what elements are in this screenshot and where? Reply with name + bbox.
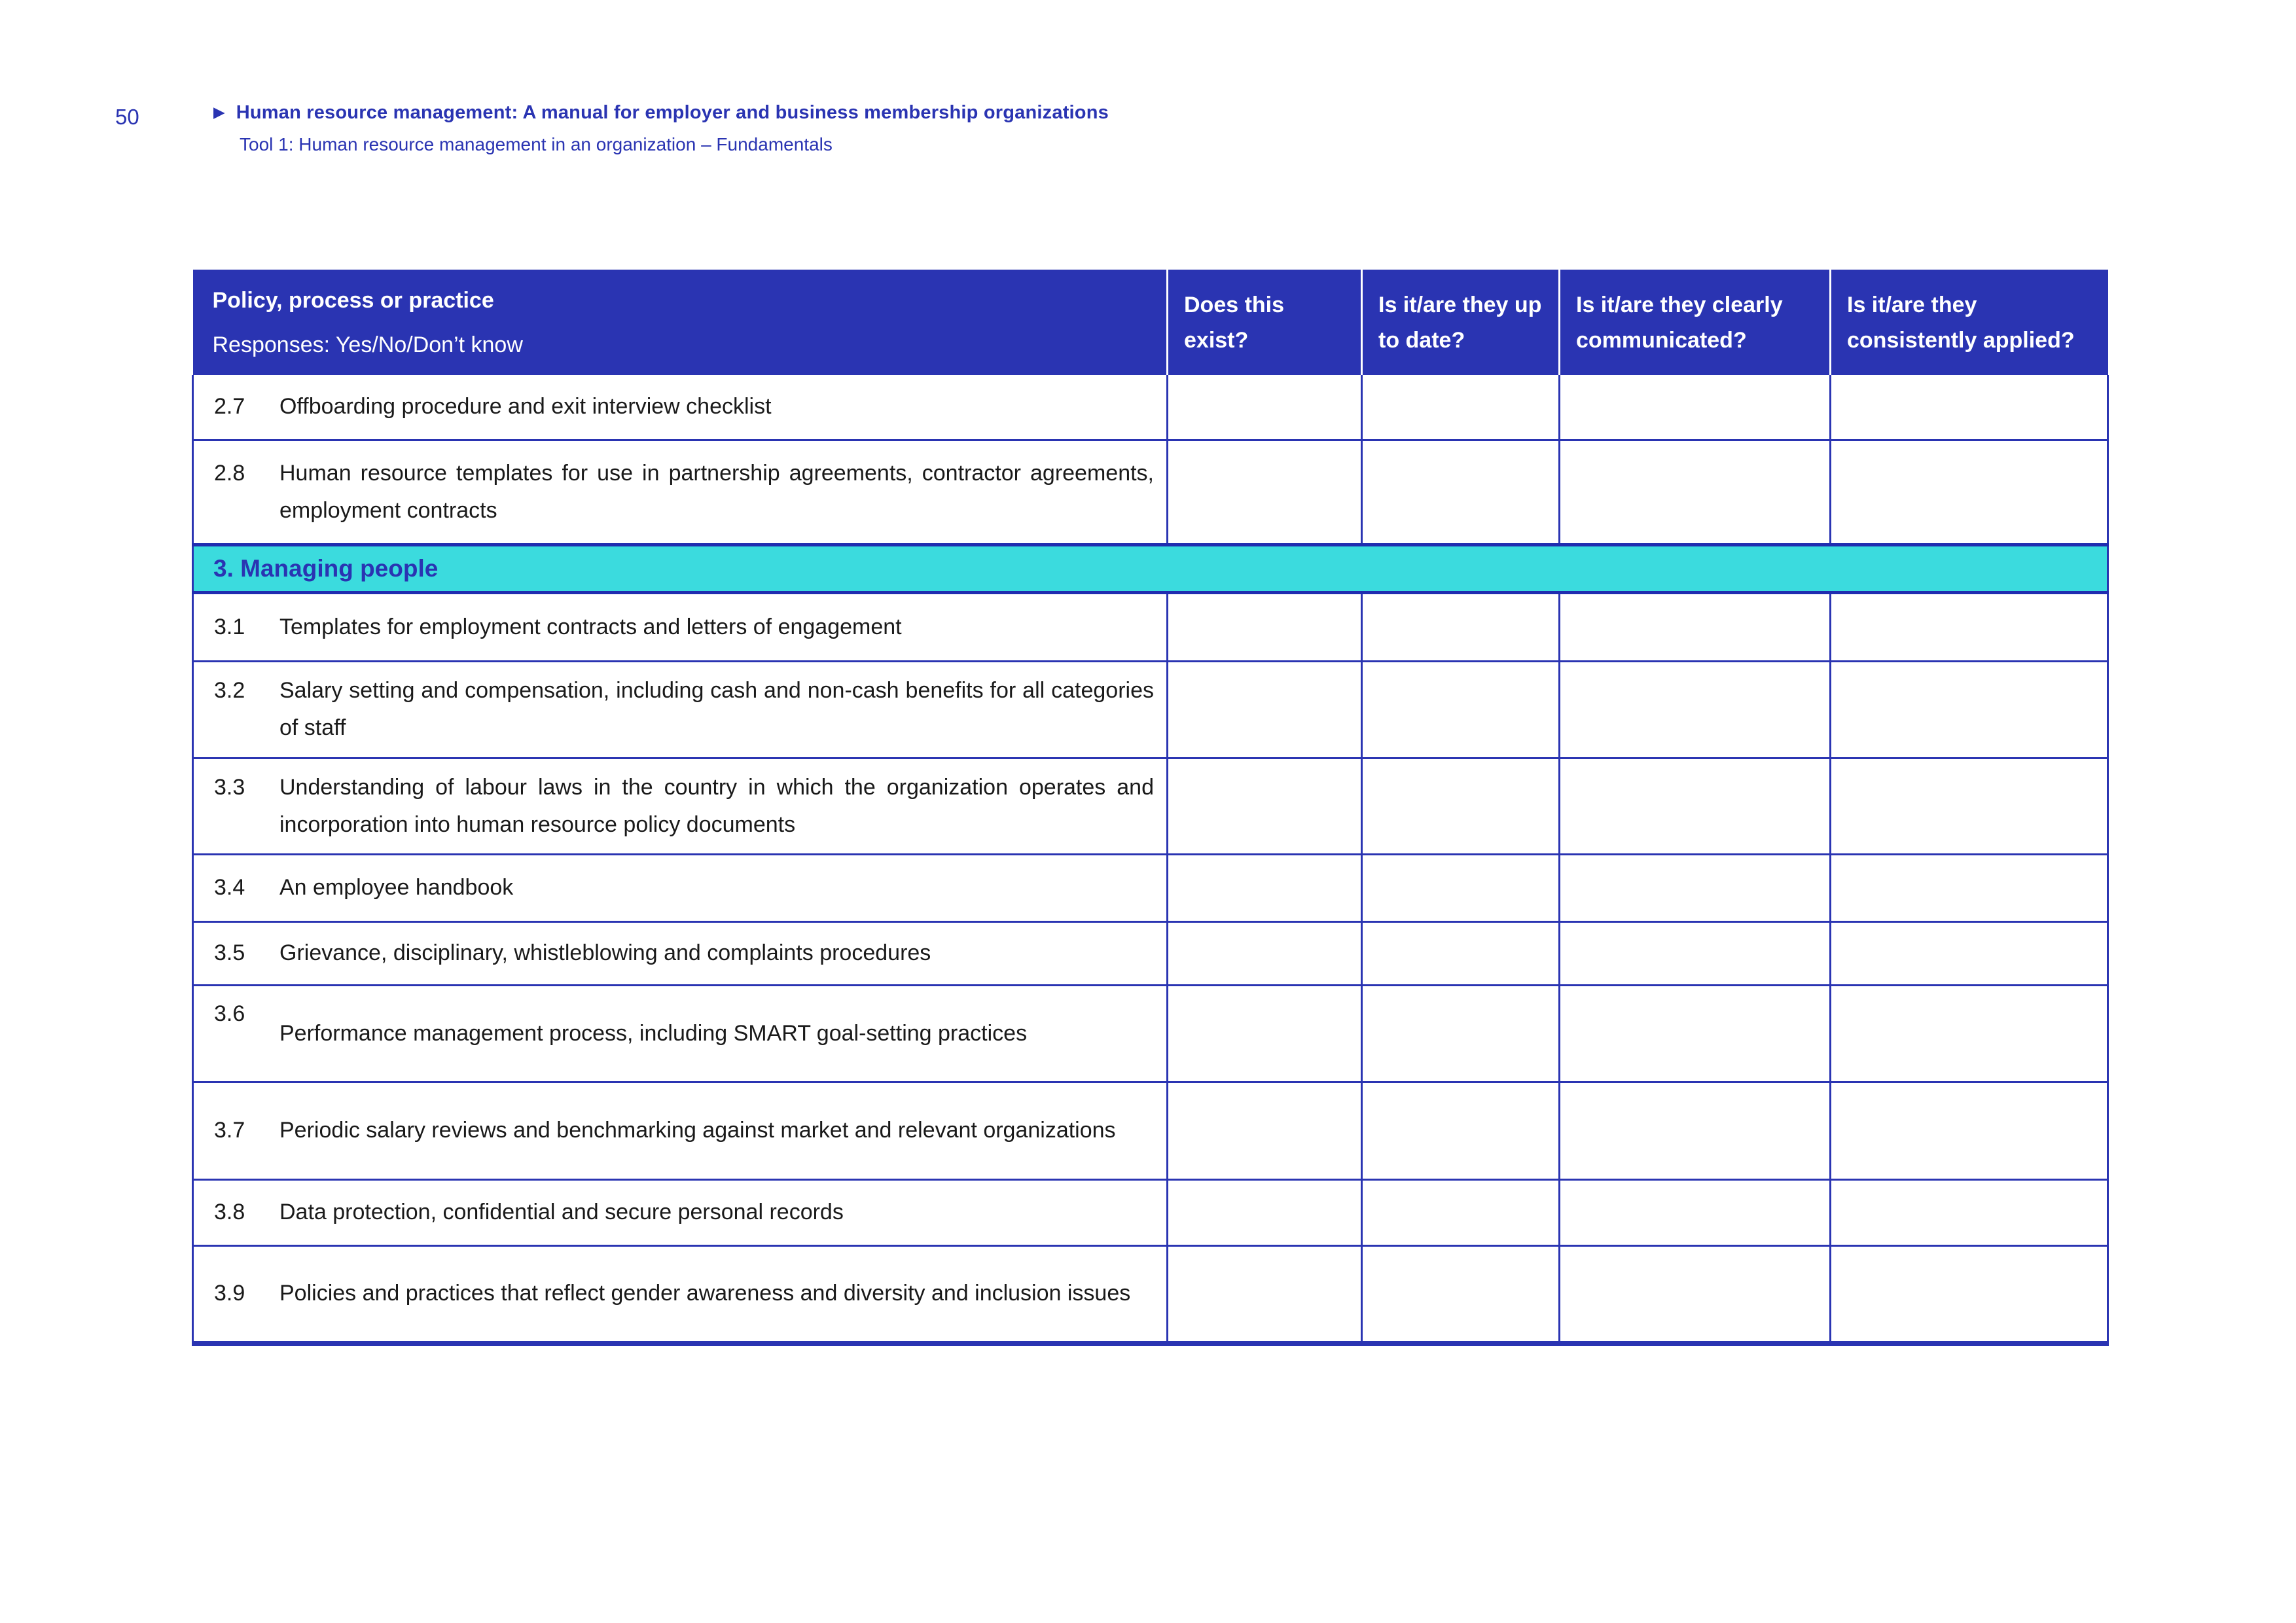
response-cell-communicated: [1560, 592, 1831, 661]
policy-cell: [193, 985, 1168, 1082]
column-header-exists: Does this exist?: [1168, 270, 1362, 375]
item-text: Salary setting and compensation, including cash and non-cash benefits for all categories of staff: [279, 678, 1154, 740]
item-number: 3.7: [214, 1118, 245, 1143]
response-cell-applied: [1831, 985, 2108, 1082]
item-text: Understanding of labour laws in the country in which the organization operates and incorporation into human resource policy documents: [279, 774, 1154, 837]
response-cell-applied: [1831, 921, 2108, 985]
response-cell-up-to-date: [1362, 592, 1560, 661]
column-header-policy: [193, 270, 1168, 375]
response-cell-applied: [1831, 375, 2108, 440]
response-cell-communicated: [1560, 1082, 1831, 1179]
doc-title: Human resource management: A manual for employer and business membership organizations: [236, 102, 1109, 123]
response-cell-up-to-date: [1362, 375, 1560, 440]
table-row-3.1: [193, 592, 2108, 661]
item-text: Grievance, disciplinary, whistleblowing and complaints procedures: [279, 940, 931, 965]
item-text: Offboarding procedure and exit interview checklist: [279, 394, 772, 419]
response-cell-applied: [1831, 661, 2108, 758]
item-number: 3.4: [214, 875, 245, 900]
item-text: Periodic salary reviews and benchmarking against market and relevant organizations: [279, 1118, 1116, 1143]
item-number: 3.9: [214, 1281, 245, 1306]
response-cell-applied: [1831, 1245, 2108, 1344]
item-number: 2.8: [214, 460, 245, 486]
checklist-table: [192, 270, 2109, 1346]
response-cell-communicated: [1560, 921, 1831, 985]
response-cell-applied: [1831, 1082, 2108, 1179]
item-number: 3.8: [214, 1200, 245, 1224]
response-cell-communicated: [1560, 758, 1831, 854]
table-row-3.8: [193, 1179, 2108, 1245]
response-cell-exists: [1168, 854, 1362, 921]
table-row-3.5: [193, 921, 2108, 985]
section-title: 3. Managing people: [193, 544, 2108, 592]
item-number: 3.2: [214, 678, 245, 703]
response-cell-exists: [1168, 1179, 1362, 1245]
table-row-3.6: [193, 985, 2108, 1082]
response-cell-exists: [1168, 592, 1362, 661]
policy-cell: [193, 854, 1168, 921]
response-cell-communicated: [1560, 854, 1831, 921]
response-cell-up-to-date: [1362, 661, 1560, 758]
table-row-3.4: [193, 854, 2108, 921]
response-cell-up-to-date: [1362, 985, 1560, 1082]
response-cell-communicated: [1560, 1245, 1831, 1344]
policy-cell: [193, 661, 1168, 758]
item-text: Performance management process, including SMART goal-setting practices: [279, 1020, 1028, 1046]
response-cell-up-to-date: [1362, 1082, 1560, 1179]
response-cell-applied: [1831, 854, 2108, 921]
response-cell-applied: [1831, 1179, 2108, 1245]
column-header-policy-title: Policy, process or practice: [212, 287, 494, 313]
page-number: 50: [115, 105, 139, 129]
policy-cell: [193, 1245, 1168, 1344]
policy-cell: [193, 440, 1168, 544]
table-row-2.8: [193, 440, 2108, 544]
column-header-up-to-date: Is it/are they up to date?: [1362, 270, 1560, 375]
response-cell-exists: [1168, 1245, 1362, 1344]
response-cell-up-to-date: [1362, 440, 1560, 544]
response-cell-exists: [1168, 985, 1362, 1082]
table-row-3.3: [193, 758, 2108, 854]
table-header-row: [193, 270, 2108, 375]
response-cell-up-to-date: [1362, 921, 1560, 985]
policy-cell: [193, 1082, 1168, 1179]
policy-cell: [193, 375, 1168, 440]
response-cell-exists: [1168, 1082, 1362, 1179]
response-cell-communicated: [1560, 440, 1831, 544]
item-number: 3.6: [214, 1001, 245, 1026]
item-number: 3.5: [214, 940, 245, 965]
policy-cell: [193, 1179, 1168, 1245]
policy-cell: [193, 921, 1168, 985]
response-cell-exists: [1168, 921, 1362, 985]
response-cell-exists: [1168, 661, 1362, 758]
response-cell-communicated: [1560, 661, 1831, 758]
responses-note: Responses: Yes/No/Don’t know: [212, 332, 523, 357]
table-row-3.9: [193, 1245, 2108, 1344]
response-cell-exists: [1168, 758, 1362, 854]
response-cell-up-to-date: [1362, 1179, 1560, 1245]
response-cell-applied: [1831, 592, 2108, 661]
item-text: Human resource templates for use in partnership agreements, contractor agreements, employment contracts: [279, 460, 1154, 523]
table-row-3.7: [193, 1082, 2108, 1179]
page-header: [213, 102, 1109, 155]
doc-subtitle: Tool 1: Human resource management in an organization – Fundamentals: [240, 134, 833, 154]
policy-cell: [193, 758, 1168, 854]
item-number: 3.3: [214, 774, 245, 800]
item-text: Policies and practices that reflect gender awareness and diversity and inclusion issues: [279, 1281, 1131, 1306]
item-text: An employee handbook: [279, 875, 514, 900]
response-cell-exists: [1168, 440, 1362, 544]
item-text: Data protection, confidential and secure personal records: [279, 1200, 844, 1224]
column-header-applied: Is it/are they consistently applied?: [1831, 270, 2108, 375]
item-number: 2.7: [214, 394, 245, 419]
response-cell-applied: [1831, 440, 2108, 544]
item-number: 3.1: [214, 614, 245, 639]
table-row-2.7: [193, 375, 2108, 440]
response-cell-communicated: [1560, 375, 1831, 440]
response-cell-applied: [1831, 758, 2108, 854]
response-cell-up-to-date: [1362, 854, 1560, 921]
response-cell-exists: [1168, 375, 1362, 440]
column-header-communicated: Is it/are they clearly communicated?: [1560, 270, 1831, 375]
item-text: Templates for employment contracts and letters of engagement: [279, 614, 902, 639]
response-cell-communicated: [1560, 985, 1831, 1082]
section-header-row: [193, 544, 2108, 592]
response-cell-up-to-date: [1362, 1245, 1560, 1344]
right-triangle-icon: ▶: [213, 104, 225, 121]
policy-cell: [193, 592, 1168, 661]
response-cell-communicated: [1560, 1179, 1831, 1245]
table-row-3.2: [193, 661, 2108, 758]
response-cell-up-to-date: [1362, 758, 1560, 854]
